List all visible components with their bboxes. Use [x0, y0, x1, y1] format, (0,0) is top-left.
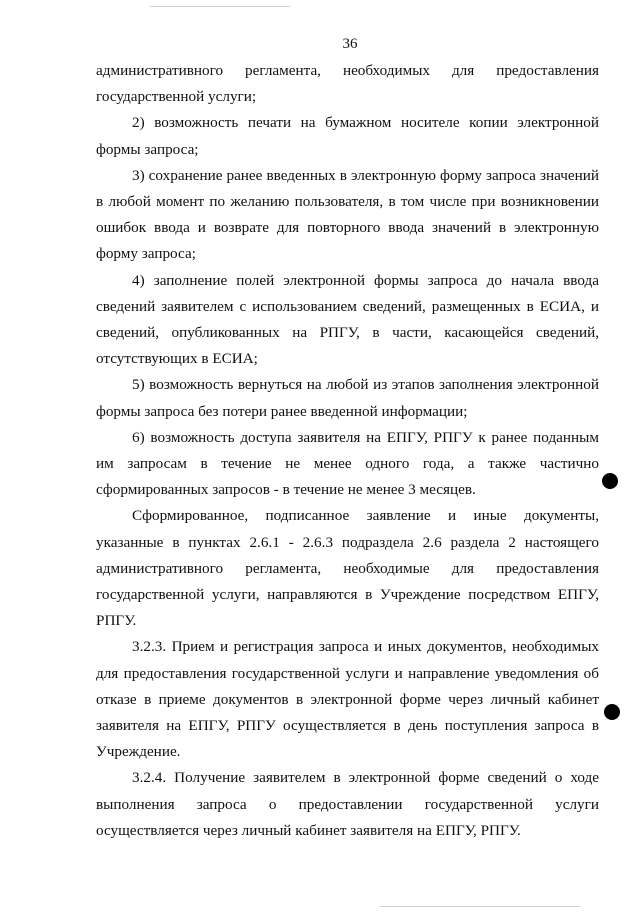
paragraph-submitted-documents: Сформированное, подписанное заявление и иные документы, указанные в пунктах 2.6.1 - 2.6.3 подраздела 2.6 раздела 2 настоящего административного регламента, необходимые для предоставления государственной услуги, направляются в Учреждение посредством ЕПГУ, РПГУ.: [96, 507, 599, 630]
paragraph-item-3: 3) сохранение ранее введенных в электронную форму запроса значений в любой момент по желанию пользователя, в том числе при возникновении ошибок ввода и возврате для повторного ввода значений в электронную форму запроса;: [96, 166, 599, 263]
document-body: [96, 58, 599, 844]
paragraph-3-2-4: 3.2.4. Получение заявителем в электронной форме сведений о ходе выполнения запроса о предоставлении государственной услуги осуществляется через личный кабинет заявителя на ЕПГУ, РПГУ.: [96, 769, 599, 839]
scan-artifact-line: [150, 6, 290, 7]
paragraph-continuation: административного регламента, необходимых для предоставления государственной услуги;: [96, 62, 599, 106]
scan-artifact-line: [380, 906, 580, 907]
paragraph-item-4: 4) заполнение полей электронной формы запроса до начала ввода сведений заявителем с использованием сведений, размещенных в ЕСИА, и сведений, опубликованных на РПГУ, в части, касающейся сведений, отсутствующих в ЕСИА;: [96, 271, 599, 368]
binding-hole-mark: [602, 473, 618, 489]
binding-hole-mark: [604, 704, 620, 720]
paragraph-item-5: 5) возможность вернуться на любой из этапов заполнения электронной формы запроса без потери ранее введенной информации;: [96, 376, 599, 420]
paragraph-item-2: 2) возможность печати на бумажном носителе копии электронной формы запроса;: [96, 114, 599, 158]
page-number: 36: [342, 36, 358, 52]
paragraph-3-2-3: 3.2.3. Прием и регистрация запроса и иных документов, необходимых для предоставления государственной услуги и направление уведомления об отказе в приеме документов в электронной форме через личный кабинет заявителя на ЕПГУ, РПГУ осуществляется в день поступления запроса в Учреждение.: [96, 638, 599, 761]
paragraph-item-6: 6) возможность доступа заявителя на ЕПГУ, РПГУ к ранее поданным им запросам в течение не менее одного года, а также частично сформированных запросов - в течение не менее 3 месяцев.: [96, 428, 599, 499]
